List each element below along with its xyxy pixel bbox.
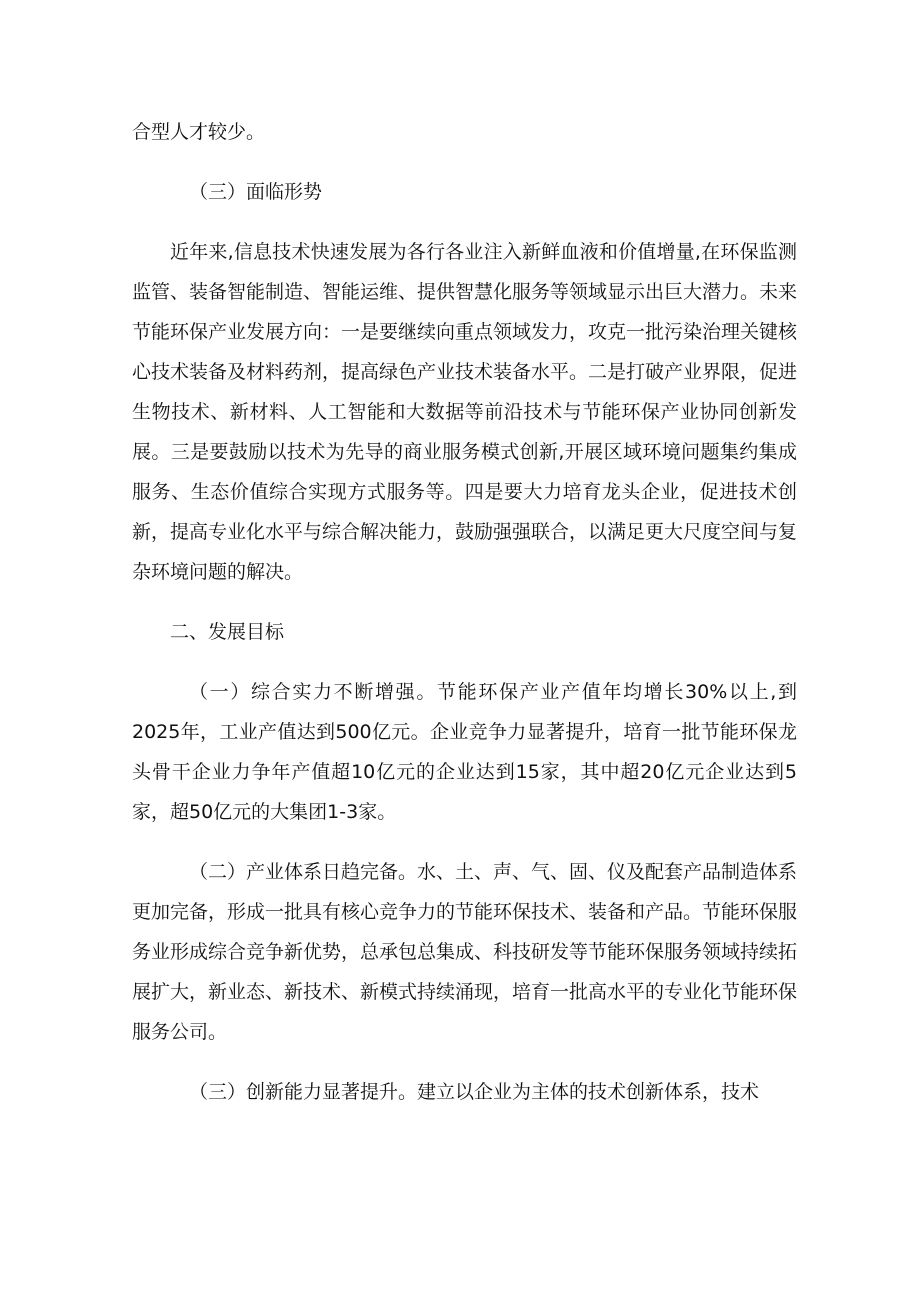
paragraph-goal-system: （二）产业体系日趋完备。水、土、声、气、固、仪及配套产品制造体系更加完备，形成一批具有核心竞争力的节能环保技术、装备和产品。节能环保服务业形成综合竞争新优势，总承包总集成、科技研发等节能环保服务领域持续拓展扩大，新业态、新技术、新模式持续涌现，培育一批高水平的专业化节能环保服务公司。 <box>132 861 798 1043</box>
paragraph-goal-strength: （一）综合实力不断增强。节能环保产业产值年均增长30%以上,到2025年，工业产值达到500亿元。企业竞争力显著提升，培育一批节能环保龙头骨干企业力争年产值超10亿元的企业达到15家，其中超20亿元企业达到5家，超50亿元的大集团1-3家。 <box>132 681 797 823</box>
section-heading-goals: 二、发展目标 <box>170 621 285 643</box>
paragraph-continuation: 合型人才较少。 <box>132 121 266 143</box>
paragraph-goal-innovation: （三）创新能力显著提升。建立以企业为主体的技术创新体系，技术 <box>189 1081 760 1103</box>
document-page <box>132 112 797 1132</box>
paragraph-situation: 近年来,信息技术快速发展为各行各业注入新鲜血液和价值增量,在环保监测监管、装备智能制造、智能运维、提供智慧化服务等领域显示出巨大潜力。未来节能环保产业发展方向：一是要继续向重点领域发力，攻克一批污染治理关键核心技术装备及材料药剂，提高绿色产业技术装备水平。二是打破产业界限，促进生物技术、新材料、人工智能和大数据等前沿技术与节能环保产业协同创新发展。三是要鼓励以技术为先导的商业服务模式创新,开展区域环境问题集约集成服务、生态价值综合实现方式服务等。四是要大力培育龙头企业，促进技术创新，提高专业化水平与综合解决能力，鼓励强强联合，以满足更大尺度空间与复杂环境问题的解决。 <box>132 241 798 583</box>
section-heading-situation: （三）面临形势 <box>189 181 323 203</box>
